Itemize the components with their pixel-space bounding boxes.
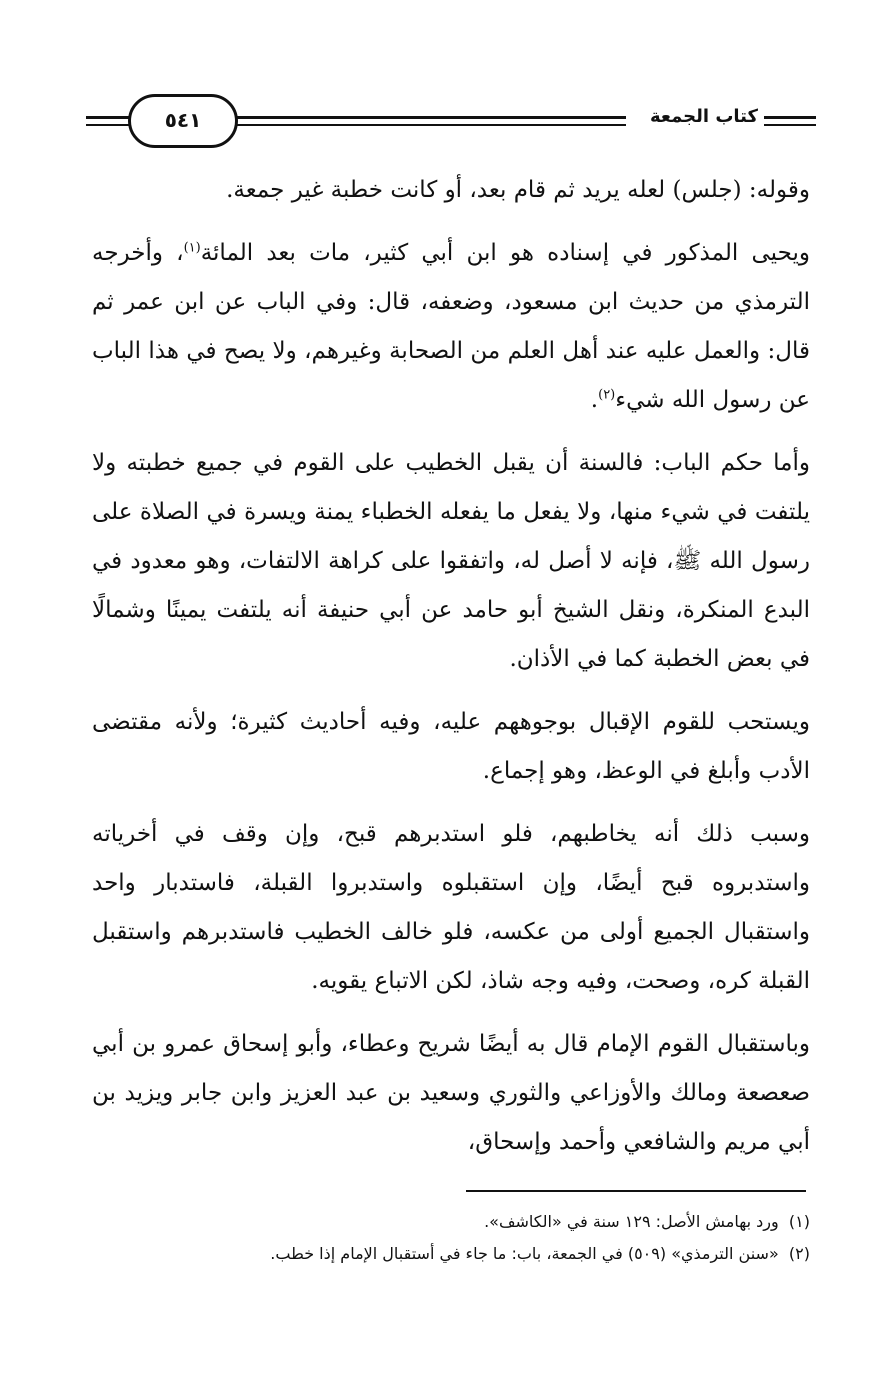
header-rule-left-bottom xyxy=(86,124,132,126)
footnote-marker: (٢) xyxy=(788,1244,810,1263)
header-rule-left-top xyxy=(86,116,132,119)
footnote-text: ورد بهامش الأصل: ١٢٩ سنة في «الكاشف». xyxy=(484,1212,779,1231)
paragraph-text: وسبب ذلك أنه يخاطبهم، فلو استدبرهم قبح، وإن وقف في أخرياته واستدبروه قبح أيضًا، وإن استقبلوه واستدبروا القبلة، فاستدبار واحد واستقبال الجميع أولى من عكسه، فلو خالف الخطيب فاستدبرهم واستقبل القبلة كره، وصحت، وفيه وجه شاذ، لكن الاتباع يقويه. xyxy=(92,821,810,994)
paragraph-text: ويحيى المذكور في إسناده هو ابن أبي كثير، مات بعد المائة xyxy=(200,240,810,266)
page-number: ٥٤١ xyxy=(164,108,202,132)
footnote-ref-1[interactable]: (١) xyxy=(183,240,201,256)
paragraph-1 xyxy=(92,166,810,215)
footnote-1 xyxy=(92,1206,810,1238)
footnotes xyxy=(92,1206,810,1270)
footnote-text: «سنن الترمذي» (٥٠٩) في الجمعة، باب: ما جاء في أستقبال الإمام إذا خطب. xyxy=(270,1244,779,1263)
header-rule-right-bottom xyxy=(764,124,816,126)
paragraph-end: . xyxy=(590,387,599,413)
paragraph-text: وقوله: (جلس) لعله يريد ثم قام بعد، أو كانت خطبة غير جمعة. xyxy=(226,177,810,203)
paragraph-4 xyxy=(92,698,810,796)
header-rule-right-top xyxy=(764,116,816,119)
paragraph-text-cont: ، وأخرجه الترمذي من حديث ابن مسعود، وضعفه، قال: وفي الباب عن ابن عمر ثم قال: والعمل عليه عند أهل العلم من الصحابة وغيرهم، ولا يصح في هذا الباب عن رسول الله شيء xyxy=(92,240,810,413)
paragraph-text: وأما حكم الباب: فالسنة أن يقبل الخطيب على القوم في جميع خطبته ولا يلتفت في شيء منها، ولا يفعل ما يفعله الخطباء يمنة ويسرة في الصلاة على رسول الله ﷺ، فإنه لا أصل له، واتفقوا على كراهة الالتفات، وهو معدود في البدع المنكرة، ونقل الشيخ أبو حامد عن أبي حنيفة أنه يلتفت يمينًا وشمالًا في بعض الخطبة كما في الأذان. xyxy=(92,450,810,672)
page-number-badge xyxy=(128,94,238,148)
header-rule-middle-bottom xyxy=(236,124,626,126)
chapter-title: كتاب الجمعة xyxy=(650,106,758,127)
main-text xyxy=(92,166,810,1181)
footnote-separator xyxy=(466,1190,806,1192)
footnote-2 xyxy=(92,1238,810,1270)
paragraph-text: ويستحب للقوم الإقبال بوجوههم عليه، وفيه أحاديث كثيرة؛ ولأنه مقتضى الأدب وأبلغ في الوعظ، وهو إجماع. xyxy=(92,709,810,784)
paragraph-2 xyxy=(92,229,810,425)
paragraph-6 xyxy=(92,1020,810,1167)
footnote-marker: (١) xyxy=(788,1212,810,1231)
header-rule-middle-top xyxy=(236,116,626,119)
paragraph-3 xyxy=(92,439,810,684)
running-header xyxy=(86,88,816,160)
paragraph-5 xyxy=(92,810,810,1006)
paragraph-text: وباستقبال القوم الإمام قال به أيضًا شريح وعطاء، وأبو إسحاق عمرو بن أبي صعصعة ومالك والأوزاعي والثوري وسعيد بن عبد العزيز وابن جابر ويزيد بن أبي مريم والشافعي وأحمد وإسحاق، xyxy=(92,1031,810,1155)
footnote-ref-2[interactable]: (٢) xyxy=(598,387,616,403)
